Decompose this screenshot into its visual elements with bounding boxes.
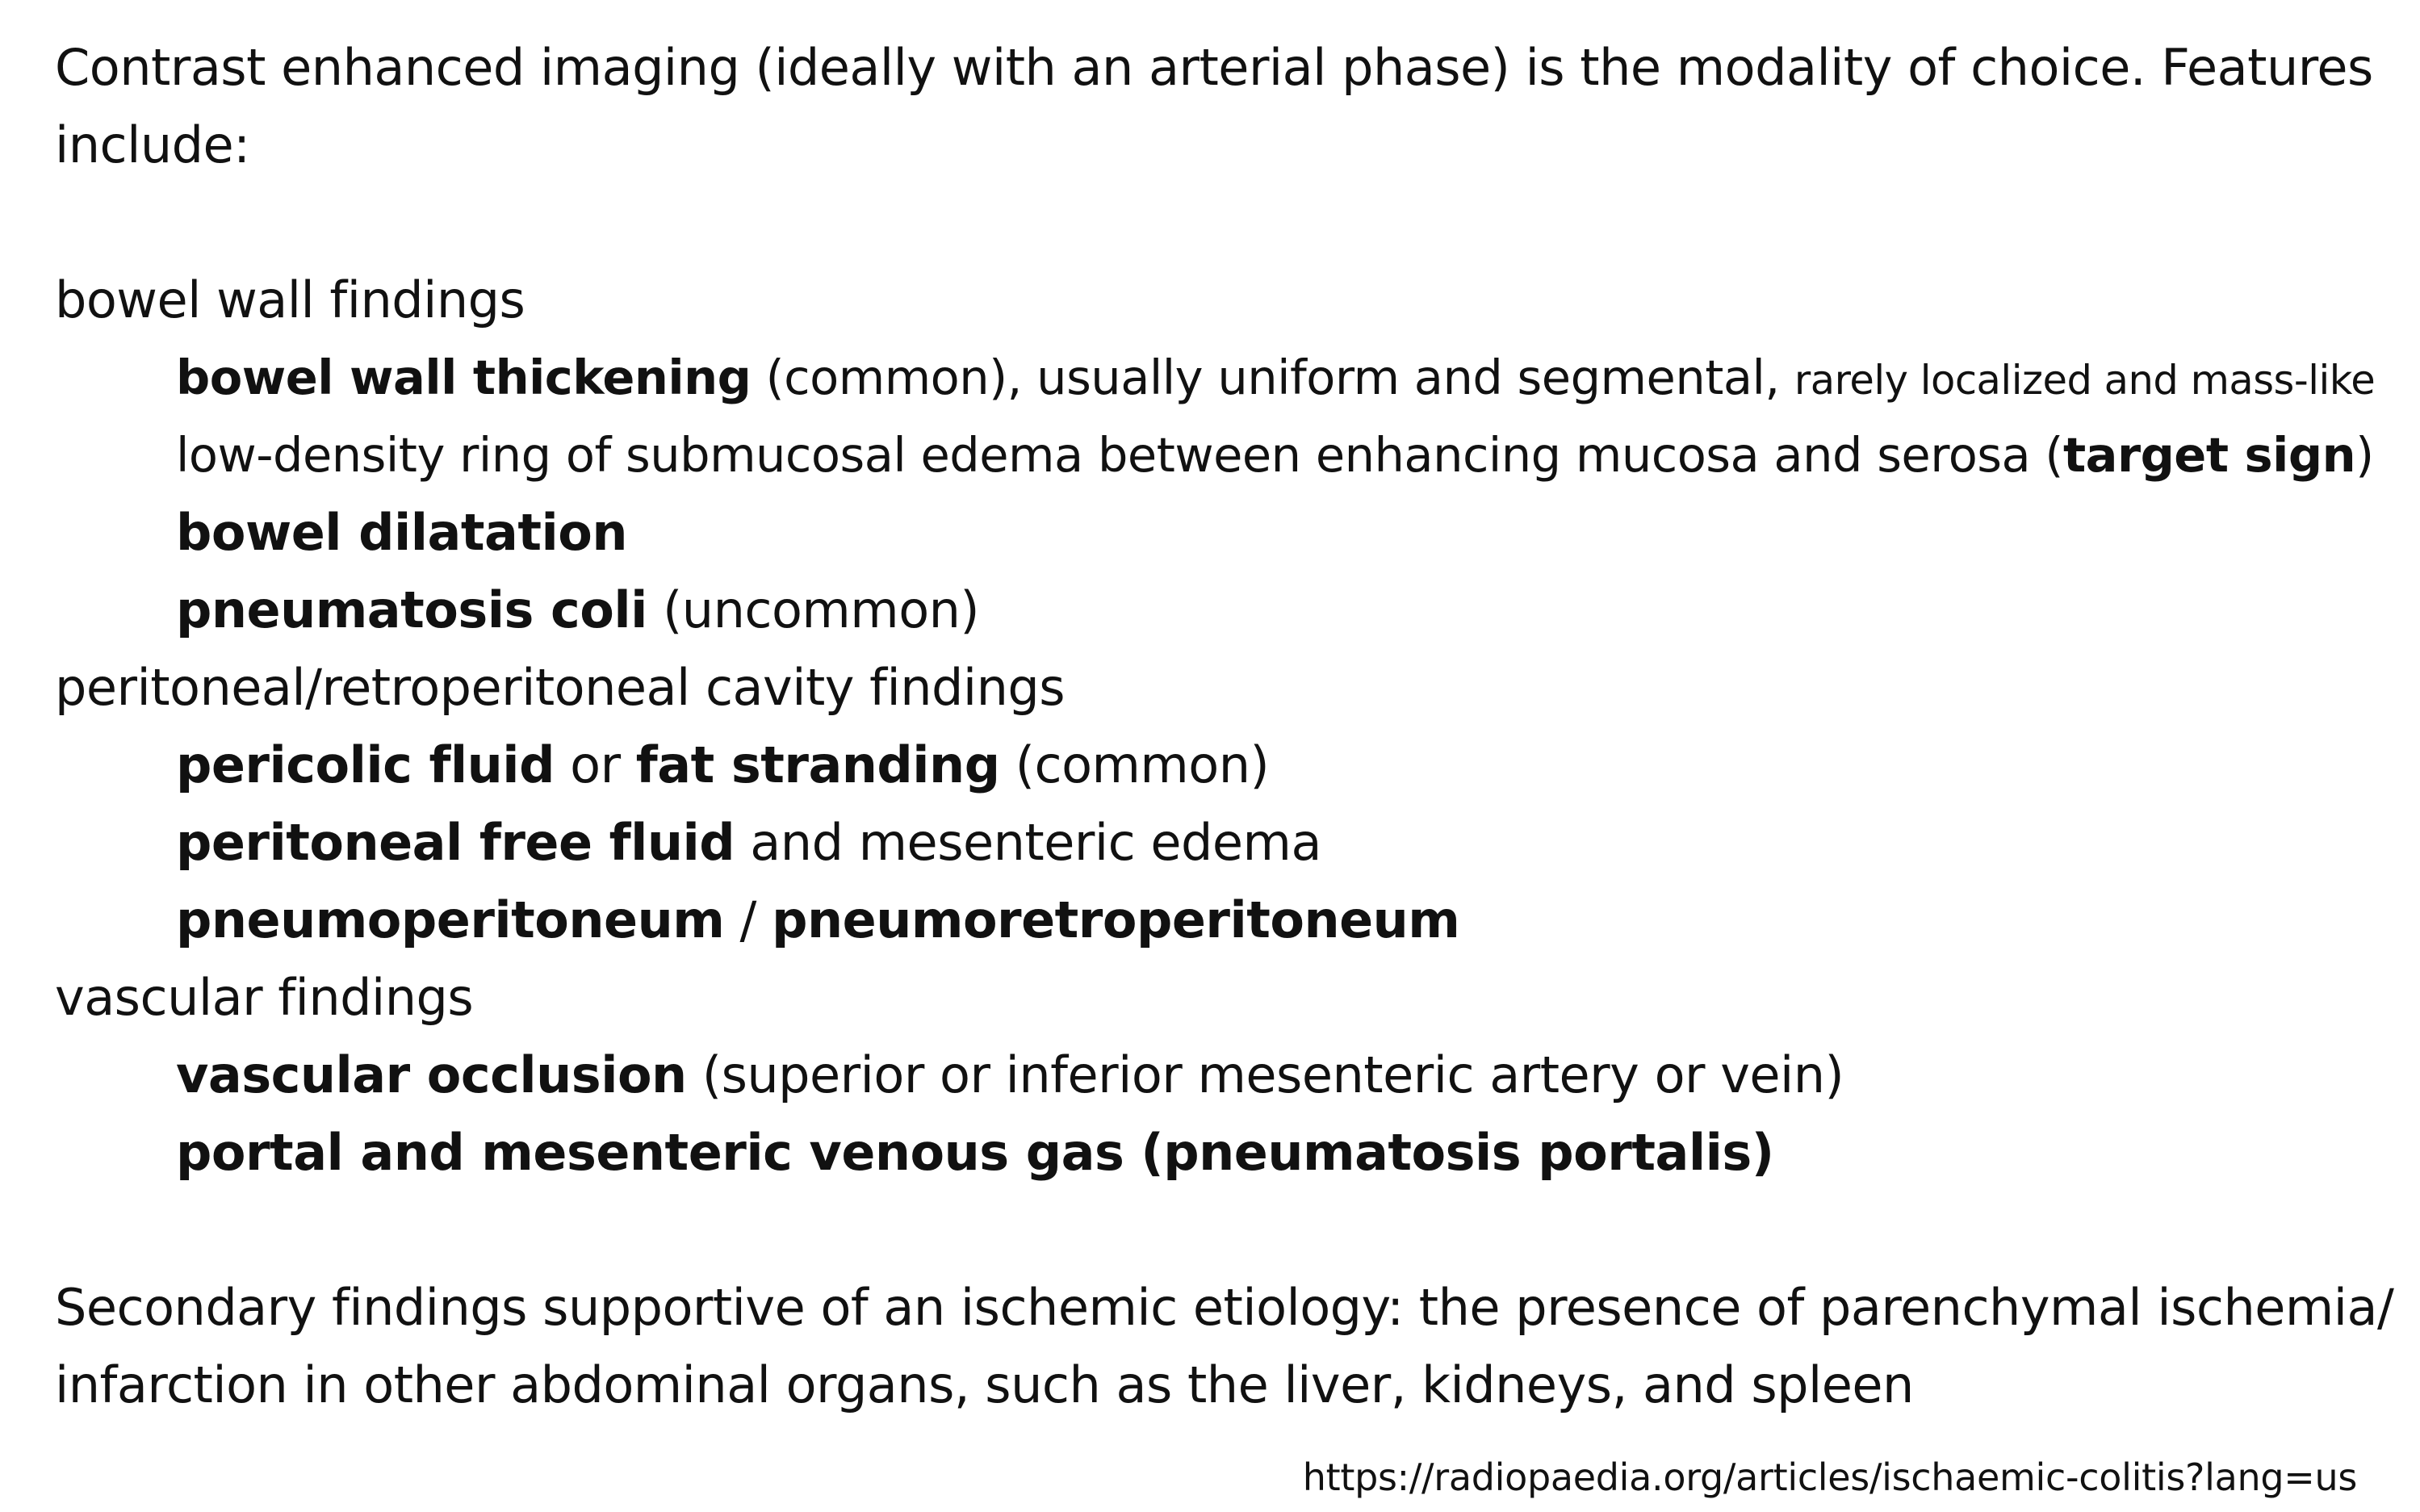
finding-detail: (uncommon)	[647, 580, 980, 639]
section-heading-bowel-wall: bowel wall findings	[55, 270, 525, 329]
list-item	[176, 494, 627, 572]
list-item	[176, 727, 1269, 804]
secondary-line-1: Secondary findings supportive of an ischemic etiology: the presence of parenchymal ischemia/	[55, 1278, 2394, 1337]
finding-detail: low-density ring of submucosal edema between enhancing mucosa and serosa (	[176, 427, 2063, 483]
finding-detail: (superior or inferior mesenteric artery or vein)	[686, 1045, 1844, 1104]
finding-term-2: fat stranding	[635, 735, 1000, 794]
finding-term: target sign	[2062, 427, 2356, 483]
finding-detail: (common), usually uniform and segmental,	[751, 350, 1794, 405]
list-item	[176, 572, 979, 649]
finding-detail-2: (common)	[999, 735, 1270, 794]
finding-term: portal and mesenteric venous gas (pneumatosis portalis)	[176, 1123, 1774, 1182]
secondary-line-2: infarction in other abdominal organs, such as the liver, kidneys, and spleen	[55, 1355, 1914, 1414]
section-heading-peritoneal: peritoneal/retroperitoneal cavity findings	[55, 658, 1066, 717]
finding-term: bowel wall thickening	[176, 350, 752, 405]
source-url: https://radiopaedia.org/articles/ischaemic-colitis?lang=us	[1302, 1455, 2357, 1499]
finding-term: pneumatosis coli	[176, 580, 647, 639]
finding-term: bowel dilatation	[176, 503, 627, 562]
list-item	[176, 882, 1459, 959]
finding-term: peritoneal free fluid	[176, 813, 735, 872]
finding-detail-end: )	[2355, 427, 2374, 483]
finding-term: pneumoperitoneum	[176, 890, 725, 949]
finding-term: vascular occlusion	[176, 1045, 687, 1104]
list-item	[176, 417, 2374, 494]
section-heading-vascular: vascular findings	[55, 968, 474, 1027]
list-item	[176, 1037, 1844, 1114]
intro-line-2: include:	[55, 115, 250, 174]
finding-detail: or	[554, 735, 636, 794]
finding-note: rarely localized and mass-like	[1794, 357, 2376, 404]
finding-detail: and mesenteric edema	[735, 813, 1321, 872]
list-item	[176, 804, 1321, 882]
finding-detail: /	[724, 890, 772, 949]
finding-term-2: pneumoretroperitoneum	[772, 890, 1460, 949]
finding-term: pericolic fluid	[176, 735, 555, 794]
list-item	[176, 1114, 1774, 1192]
list-item	[176, 339, 2375, 419]
intro-line-1: Contrast enhanced imaging (ideally with an arterial phase) is the modality of choice. Features	[55, 38, 2373, 97]
